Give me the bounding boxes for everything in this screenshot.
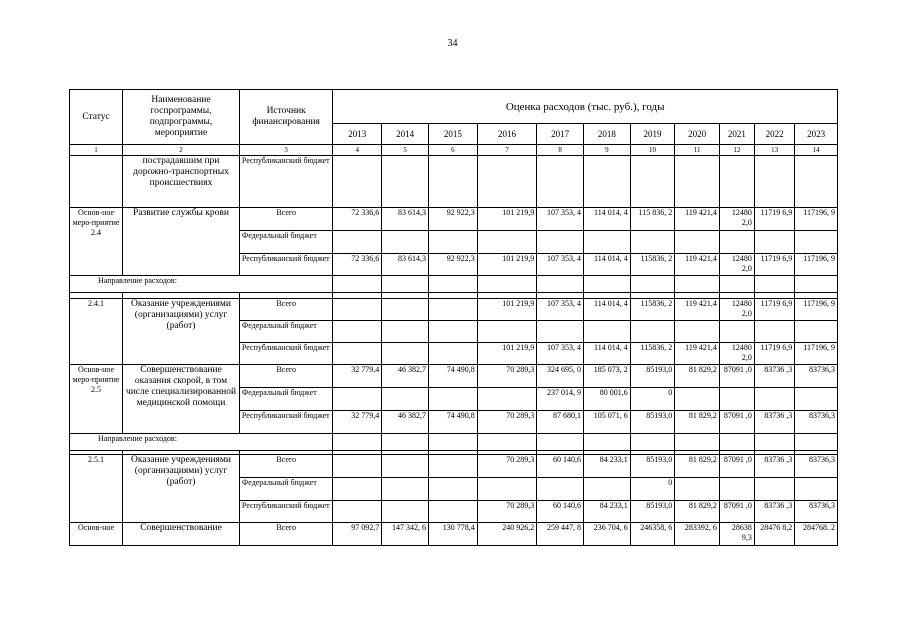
value-cell: 114 014, 4 bbox=[583, 343, 630, 365]
value-cell bbox=[795, 231, 838, 254]
value-cell: 92 922,3 bbox=[428, 208, 477, 231]
value-cell bbox=[537, 478, 584, 501]
value-cell bbox=[754, 321, 794, 343]
value-cell bbox=[754, 434, 794, 451]
value-cell bbox=[382, 321, 429, 343]
table-row bbox=[70, 208, 838, 231]
column-index: 12 bbox=[719, 145, 754, 156]
value-cell bbox=[382, 478, 429, 501]
value-cell bbox=[333, 231, 382, 254]
status-cell: 2.5.1 bbox=[70, 455, 123, 523]
value-cell bbox=[333, 501, 382, 523]
table-row bbox=[70, 156, 838, 208]
value-cell: 60 140,6 bbox=[537, 501, 584, 523]
value-cell bbox=[477, 321, 536, 343]
value-cell: 147 342, 6 bbox=[382, 523, 429, 546]
header-estimate: Оценка расходов (тыс. руб.), годы bbox=[333, 90, 838, 124]
value-cell: 185 073, 2 bbox=[583, 365, 630, 388]
source-cell: Федеральный бюджет bbox=[239, 321, 332, 343]
header-year: 2017 bbox=[537, 124, 584, 145]
source-cell: Всего bbox=[239, 455, 332, 478]
value-cell bbox=[537, 276, 584, 293]
value-cell bbox=[382, 455, 429, 478]
value-cell bbox=[428, 388, 477, 411]
value-cell: 283392, 6 bbox=[675, 523, 720, 546]
value-cell: 115836, 2 bbox=[630, 254, 675, 276]
source-cell: Республиканский бюджет bbox=[239, 501, 332, 523]
value-cell bbox=[630, 434, 675, 451]
source-cell: Республиканский бюджет bbox=[239, 411, 332, 434]
status-cell: Основ-ное меро-приятие 2.5 bbox=[70, 365, 123, 434]
column-index: 6 bbox=[428, 145, 477, 156]
direction-label: Направление расходов: bbox=[70, 276, 333, 293]
value-cell: 12480 2,0 bbox=[719, 299, 754, 321]
value-cell: 83736,3 bbox=[795, 501, 838, 523]
value-cell bbox=[333, 321, 382, 343]
value-cell: 28476 8,2 bbox=[754, 523, 794, 546]
header-year: 2013 bbox=[333, 124, 382, 145]
value-cell bbox=[795, 276, 838, 293]
value-cell bbox=[537, 231, 584, 254]
value-cell: 87091 ,0 bbox=[719, 501, 754, 523]
source-cell: Федеральный бюджет bbox=[239, 388, 332, 411]
value-cell bbox=[333, 299, 382, 321]
value-cell: 117196, 9 bbox=[795, 343, 838, 365]
value-cell bbox=[382, 231, 429, 254]
column-index: 4 bbox=[333, 145, 382, 156]
value-cell: 87091 ,0 bbox=[719, 455, 754, 478]
value-cell bbox=[382, 388, 429, 411]
value-cell: 74 490,8 bbox=[428, 365, 477, 388]
column-index: 5 bbox=[382, 145, 429, 156]
value-cell: 85193,0 bbox=[630, 411, 675, 434]
measure-name: Оказание учреждениями (организациями) услуг (работ) bbox=[123, 299, 240, 365]
value-cell bbox=[382, 156, 429, 208]
value-cell: 72 336,6 bbox=[333, 208, 382, 231]
value-cell bbox=[583, 478, 630, 501]
value-cell: 12480 2,0 bbox=[719, 343, 754, 365]
value-cell: 246358, 6 bbox=[630, 523, 675, 546]
expenditure-table bbox=[69, 89, 838, 546]
value-cell bbox=[382, 501, 429, 523]
value-cell bbox=[630, 276, 675, 293]
header-year: 2018 bbox=[583, 124, 630, 145]
value-cell bbox=[754, 276, 794, 293]
value-cell: 11719 6,9 bbox=[754, 343, 794, 365]
value-cell bbox=[754, 231, 794, 254]
value-cell bbox=[382, 299, 429, 321]
value-cell: 70 289,3 bbox=[477, 411, 536, 434]
column-index: 3 bbox=[239, 145, 332, 156]
value-cell bbox=[583, 321, 630, 343]
value-cell bbox=[428, 276, 477, 293]
value-cell: 107 353, 4 bbox=[537, 254, 584, 276]
value-cell: 240 926,2 bbox=[477, 523, 536, 546]
value-cell bbox=[428, 156, 477, 208]
value-cell bbox=[583, 276, 630, 293]
value-cell: 115 836, 2 bbox=[630, 208, 675, 231]
header-name: Наименование госпрограммы, подпрограммы, мероприятие bbox=[123, 90, 240, 145]
value-cell bbox=[754, 156, 794, 208]
value-cell bbox=[428, 343, 477, 365]
header-year: 2014 bbox=[382, 124, 429, 145]
header-year: 2016 bbox=[477, 124, 536, 145]
value-cell bbox=[795, 156, 838, 208]
value-cell: 107 353, 4 bbox=[537, 343, 584, 365]
value-cell bbox=[428, 299, 477, 321]
column-index: 11 bbox=[675, 145, 720, 156]
measure-name: Совершенствование bbox=[123, 523, 240, 546]
page-number: 34 bbox=[447, 38, 458, 49]
value-cell: 84 233,1 bbox=[583, 455, 630, 478]
header-year: 2020 bbox=[675, 124, 720, 145]
value-cell bbox=[477, 156, 536, 208]
column-index: 1 bbox=[70, 145, 123, 156]
value-cell: 114 014, 4 bbox=[583, 299, 630, 321]
value-cell: 237 014, 9 bbox=[537, 388, 584, 411]
value-cell: 81 829,2 bbox=[675, 501, 720, 523]
value-cell: 81 829,2 bbox=[675, 365, 720, 388]
header-year: 2015 bbox=[428, 124, 477, 145]
value-cell: 83736 ,3 bbox=[754, 455, 794, 478]
value-cell: 87091 ,0 bbox=[719, 365, 754, 388]
column-index: 13 bbox=[754, 145, 794, 156]
value-cell: 101 219,9 bbox=[477, 343, 536, 365]
value-cell bbox=[537, 321, 584, 343]
header-source: Источник финансирования bbox=[239, 90, 332, 145]
value-cell: 70 289,3 bbox=[477, 455, 536, 478]
source-cell: Всего bbox=[239, 208, 332, 231]
measure-name: Совершенствование оказания скорой, в том числе специализированной медицинской помощи bbox=[123, 365, 240, 434]
value-cell: 32 779,4 bbox=[333, 411, 382, 434]
value-cell bbox=[795, 478, 838, 501]
status-cell: Основ-ное меро-приятие 2.4 bbox=[70, 208, 123, 276]
value-cell bbox=[675, 156, 720, 208]
value-cell: 12480 2,0 bbox=[719, 208, 754, 231]
value-cell: 114 014, 4 bbox=[583, 254, 630, 276]
value-cell bbox=[795, 388, 838, 411]
value-cell: 83736 ,3 bbox=[754, 501, 794, 523]
status-cell: 2.4.1 bbox=[70, 299, 123, 365]
value-cell bbox=[583, 434, 630, 451]
source-cell: Республиканский бюджет bbox=[239, 156, 332, 208]
value-cell: 83 614,3 bbox=[382, 208, 429, 231]
value-cell bbox=[428, 478, 477, 501]
value-cell bbox=[333, 276, 382, 293]
value-cell bbox=[428, 321, 477, 343]
value-cell bbox=[333, 388, 382, 411]
value-cell: 46 382,7 bbox=[382, 411, 429, 434]
value-cell: 85193,0 bbox=[630, 501, 675, 523]
table-row bbox=[70, 523, 838, 546]
value-cell bbox=[719, 388, 754, 411]
status-cell bbox=[70, 156, 123, 208]
status-cell: Основ-ное bbox=[70, 523, 123, 546]
value-cell bbox=[630, 231, 675, 254]
value-cell: 259 447, 8 bbox=[537, 523, 584, 546]
value-cell: 114 014, 4 bbox=[583, 208, 630, 231]
value-cell bbox=[537, 434, 584, 451]
value-cell: 83736,3 bbox=[795, 411, 838, 434]
column-index: 14 bbox=[795, 145, 838, 156]
value-cell: 101 219,9 bbox=[477, 254, 536, 276]
value-cell bbox=[583, 156, 630, 208]
value-cell: 119 421,4 bbox=[675, 343, 720, 365]
value-cell: 92 922,3 bbox=[428, 254, 477, 276]
value-cell: 117196, 9 bbox=[795, 254, 838, 276]
value-cell bbox=[477, 276, 536, 293]
value-cell: 81 829,2 bbox=[675, 455, 720, 478]
value-cell: 11719 6,9 bbox=[754, 208, 794, 231]
source-cell: Республиканский бюджет bbox=[239, 254, 332, 276]
column-index: 2 bbox=[123, 145, 240, 156]
value-cell: 119 421,4 bbox=[675, 208, 720, 231]
value-cell bbox=[333, 478, 382, 501]
value-cell: 46 382,7 bbox=[382, 365, 429, 388]
header-year: 2019 bbox=[630, 124, 675, 145]
value-cell bbox=[719, 276, 754, 293]
value-cell bbox=[477, 231, 536, 254]
value-cell: 117196, 9 bbox=[795, 299, 838, 321]
value-cell: 101 219,9 bbox=[477, 299, 536, 321]
value-cell: 11719 6,9 bbox=[754, 299, 794, 321]
value-cell: 28638 9,3 bbox=[719, 523, 754, 546]
value-cell: 107 353, 4 bbox=[537, 299, 584, 321]
value-cell: 72 336,6 bbox=[333, 254, 382, 276]
value-cell: 130 778,4 bbox=[428, 523, 477, 546]
source-cell: Федеральный бюджет bbox=[239, 478, 332, 501]
header-year: 2021 bbox=[719, 124, 754, 145]
column-index: 8 bbox=[537, 145, 584, 156]
value-cell: 97 092,7 bbox=[333, 523, 382, 546]
value-cell bbox=[795, 321, 838, 343]
value-cell bbox=[719, 156, 754, 208]
table-row bbox=[70, 299, 838, 321]
value-cell: 83736,3 bbox=[795, 455, 838, 478]
source-cell: Республиканский бюджет bbox=[239, 343, 332, 365]
source-cell: Всего bbox=[239, 299, 332, 321]
value-cell: 87091 ,0 bbox=[719, 411, 754, 434]
value-cell bbox=[428, 501, 477, 523]
value-cell: 83736 ,3 bbox=[754, 411, 794, 434]
value-cell: 115836, 2 bbox=[630, 343, 675, 365]
value-cell bbox=[754, 388, 794, 411]
source-cell: Всего bbox=[239, 523, 332, 546]
source-cell: Всего bbox=[239, 365, 332, 388]
value-cell: 107 353, 4 bbox=[537, 208, 584, 231]
value-cell bbox=[675, 388, 720, 411]
value-cell: 11719 6,9 bbox=[754, 254, 794, 276]
measure-name: Оказание учреждениями (организациями) услуг (работ) bbox=[123, 455, 240, 523]
value-cell bbox=[477, 388, 536, 411]
value-cell: 87 680,1 bbox=[537, 411, 584, 434]
value-cell: 236 704, 6 bbox=[583, 523, 630, 546]
value-cell bbox=[675, 321, 720, 343]
value-cell: 83736,3 bbox=[795, 365, 838, 388]
value-cell bbox=[428, 231, 477, 254]
value-cell bbox=[428, 434, 477, 451]
value-cell: 119 421,4 bbox=[675, 254, 720, 276]
column-index: 9 bbox=[583, 145, 630, 156]
value-cell bbox=[333, 455, 382, 478]
value-cell bbox=[428, 455, 477, 478]
value-cell: 80 001,6 bbox=[583, 388, 630, 411]
table-row bbox=[70, 434, 838, 451]
value-cell: 81 829,2 bbox=[675, 411, 720, 434]
value-cell bbox=[754, 478, 794, 501]
value-cell bbox=[719, 478, 754, 501]
value-cell: 0 bbox=[630, 388, 675, 411]
value-cell: 101 219,9 bbox=[477, 208, 536, 231]
header-status: Статус bbox=[70, 90, 123, 145]
value-cell: 74 490,8 bbox=[428, 411, 477, 434]
value-cell: 117196, 9 bbox=[795, 208, 838, 231]
value-cell bbox=[382, 343, 429, 365]
table-row bbox=[70, 365, 838, 388]
value-cell: 60 140,6 bbox=[537, 455, 584, 478]
value-cell: 84 233,1 bbox=[583, 501, 630, 523]
value-cell: 115836, 2 bbox=[630, 299, 675, 321]
value-cell bbox=[630, 156, 675, 208]
value-cell: 85193,0 bbox=[630, 365, 675, 388]
value-cell: 105 071, 6 bbox=[583, 411, 630, 434]
value-cell bbox=[675, 231, 720, 254]
value-cell: 284768. 2 bbox=[795, 523, 838, 546]
value-cell bbox=[382, 276, 429, 293]
value-cell bbox=[537, 156, 584, 208]
value-cell bbox=[477, 478, 536, 501]
value-cell: 83736 ,3 bbox=[754, 365, 794, 388]
header-year: 2022 bbox=[754, 124, 794, 145]
value-cell: 119 421,4 bbox=[675, 299, 720, 321]
value-cell: 32 779,4 bbox=[333, 365, 382, 388]
value-cell: 324 695, 0 bbox=[537, 365, 584, 388]
value-cell bbox=[675, 478, 720, 501]
value-cell: 70 289,3 bbox=[477, 501, 536, 523]
column-index: 7 bbox=[477, 145, 536, 156]
measure-name: Развитие службы крови bbox=[123, 208, 240, 276]
value-cell: 85193,0 bbox=[630, 455, 675, 478]
value-cell: 12480 2,0 bbox=[719, 254, 754, 276]
table-row bbox=[70, 276, 838, 293]
value-cell bbox=[583, 231, 630, 254]
direction-label: Направление расходов: bbox=[70, 434, 333, 451]
value-cell: 83 614,3 bbox=[382, 254, 429, 276]
value-cell bbox=[333, 434, 382, 451]
value-cell bbox=[333, 343, 382, 365]
value-cell bbox=[675, 434, 720, 451]
value-cell bbox=[477, 434, 536, 451]
value-cell bbox=[719, 231, 754, 254]
source-cell: Федеральный бюджет bbox=[239, 231, 332, 254]
value-cell bbox=[675, 276, 720, 293]
value-cell bbox=[382, 434, 429, 451]
value-cell bbox=[630, 321, 675, 343]
header-year: 2023 bbox=[795, 124, 838, 145]
measure-name: пострадавшим при дорожно-транспортных происшествиях bbox=[123, 156, 240, 208]
table-row bbox=[70, 455, 838, 478]
column-index: 10 bbox=[630, 145, 675, 156]
value-cell bbox=[719, 321, 754, 343]
value-cell: 0 bbox=[630, 478, 675, 501]
value-cell: 70 289,3 bbox=[477, 365, 536, 388]
value-cell bbox=[795, 434, 838, 451]
value-cell bbox=[719, 434, 754, 451]
value-cell bbox=[333, 156, 382, 208]
